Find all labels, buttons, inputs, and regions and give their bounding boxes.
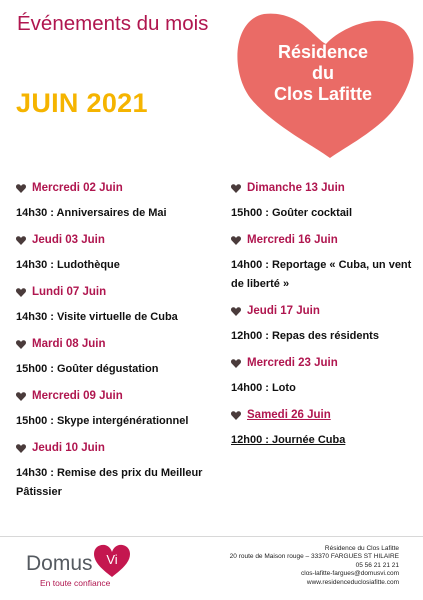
heart-bullet-icon [16, 392, 26, 401]
svg-text:Vi: Vi [106, 552, 118, 567]
heart-bullet-icon [16, 236, 26, 245]
heart-bullet-icon [231, 411, 241, 420]
heart-bullet-icon [231, 236, 241, 245]
event-date: Jeudi 10 Juin [32, 442, 105, 454]
residence-badge [234, 42, 412, 105]
event-desc: 15h00 : Goûter dégustation [16, 363, 159, 375]
badge-line: Résidence [277, 42, 369, 62]
event-date: Mardi 08 Juin [32, 338, 106, 350]
event-item [16, 440, 226, 502]
event-desc: 15h00 : Goûter cocktail [231, 207, 353, 219]
event-desc: 12h00 : Repas des résidents [231, 330, 379, 342]
event-date: Mercredi 23 Juin [247, 357, 338, 369]
event-date: Lundi 07 Juin [32, 286, 107, 298]
event-date: Mercredi 09 Juin [32, 390, 123, 402]
event-date: Samedi 26 Juin [247, 409, 331, 421]
event-desc: 14h30 : Ludothèque [16, 259, 120, 271]
event-item [16, 284, 226, 327]
address-line: 20 route de Maison rouge – 33370 FARGUES ST HILAIRE [229, 553, 399, 561]
badge-line: du [312, 63, 334, 83]
event-desc: 14h00 : Loto [231, 382, 296, 394]
event-item [16, 336, 226, 379]
event-desc: 15h00 : Skype intergénérationnel [16, 415, 189, 427]
event-item [16, 388, 226, 431]
event-item [16, 232, 226, 275]
badge-line: Clos Lafitte [273, 84, 372, 104]
heart-bullet-icon [16, 184, 26, 193]
month-title: JUIN 2021 [16, 88, 148, 118]
heart-bullet-icon [16, 340, 26, 349]
address-line: www.residenceduclosiafitte.com [306, 578, 399, 586]
footer-address [139, 545, 399, 587]
heart-bullet-icon [16, 288, 26, 297]
vi-heart-logo-icon [92, 544, 132, 578]
heart-bullet-icon [231, 184, 241, 193]
event-item [231, 303, 421, 346]
address-line: Résidence du Clos Lafitte [324, 545, 399, 552]
event-desc: 14h30 : Visite virtuelle de Cuba [16, 311, 178, 323]
event-date: Mercredi 02 Juin [32, 182, 123, 194]
event-desc: 14h30 : Remise des prix du Meilleur Pâtissier [16, 467, 203, 498]
heart-bullet-icon [16, 444, 26, 453]
page-title: Événements du mois [17, 12, 209, 35]
address-line: 05 56 21 21 21 [355, 561, 399, 569]
heart-bullet-icon [231, 359, 241, 368]
heart-bullet-icon [231, 307, 241, 316]
logo-wordmark: Domus [26, 552, 93, 575]
event-item [231, 232, 421, 294]
logo-tagline: En toute confiance [40, 578, 111, 588]
event-desc: 14h00 : Reportage « Cuba, un vent de liberté » [231, 259, 412, 290]
address-line: clos-lafitte-fargues@domusvi.com [301, 570, 399, 578]
event-date: Jeudi 17 Juin [247, 305, 320, 317]
event-desc: 14h30 : Anniversaires de Mai [16, 207, 167, 219]
event-date: Dimanche 13 Juin [247, 182, 345, 194]
footer-divider [0, 536, 423, 537]
event-desc: 12h00 : Journée Cuba [231, 434, 346, 446]
event-date: Jeudi 03 Juin [32, 234, 105, 246]
event-item [231, 407, 421, 450]
event-item [231, 180, 421, 223]
event-date: Mercredi 16 Juin [247, 234, 338, 246]
event-item [16, 180, 226, 223]
events-left-column [16, 180, 226, 511]
domusvi-logo [26, 540, 156, 596]
events-right-column [231, 180, 421, 459]
event-item [231, 355, 421, 398]
